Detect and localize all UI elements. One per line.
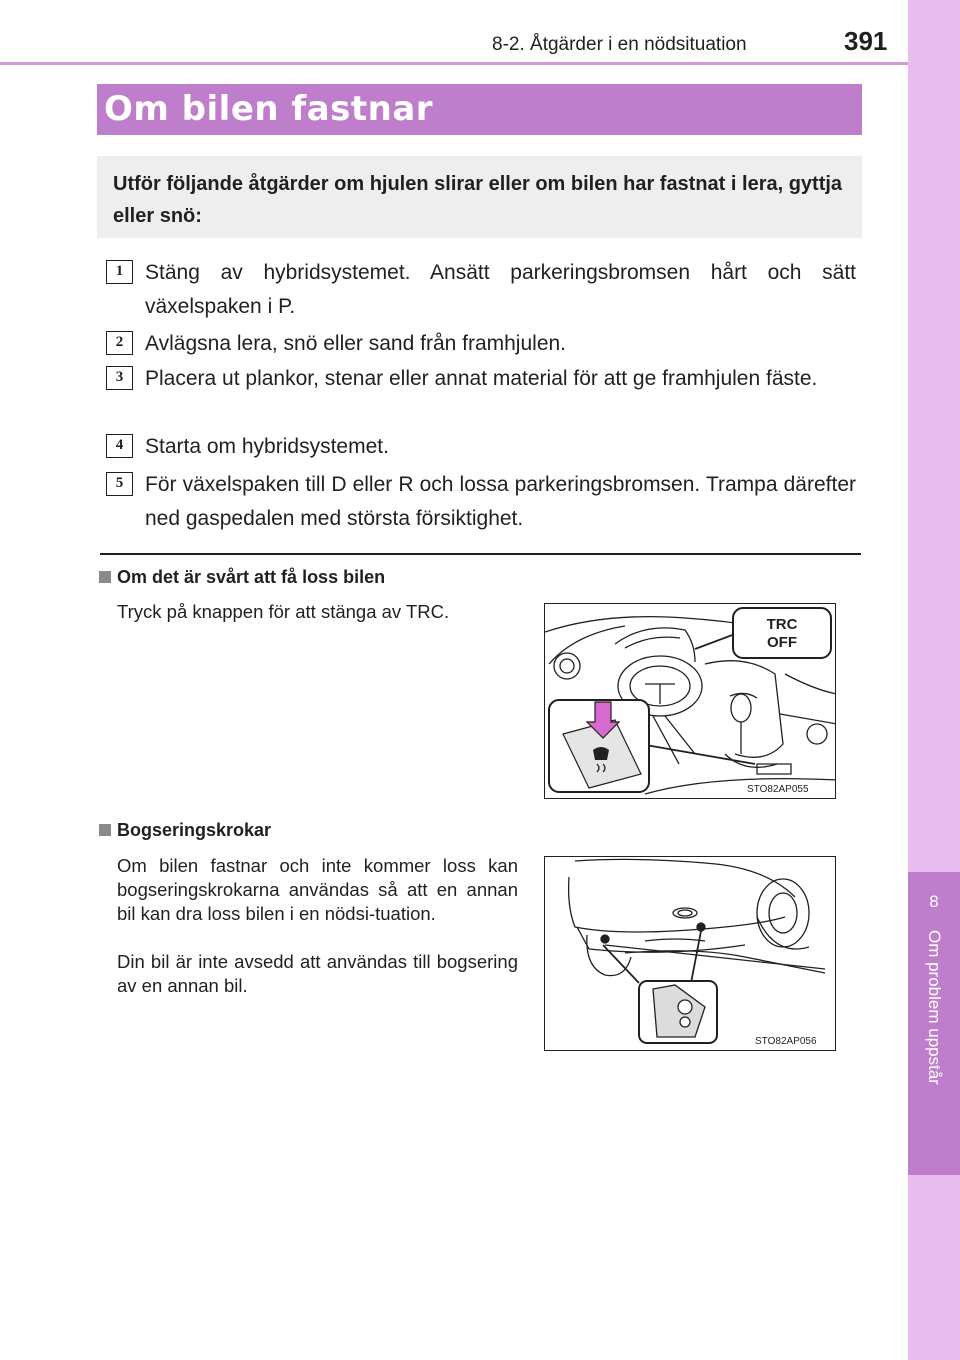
step-number-2: 2 — [106, 331, 133, 355]
step-number-5: 5 — [106, 472, 133, 496]
intro-box: Utför följande åtgärder om hjulen slirar eller om bilen har fastnat i lera, gyttja eller snö: — [97, 156, 862, 238]
step-text-4: Starta om hybridsystemet. — [145, 435, 389, 458]
trc-callout-line2: OFF — [767, 634, 797, 651]
square-bullet-icon — [99, 824, 111, 836]
step-text-2: Avlägsna lera, snö eller sand från framhjulen. — [145, 332, 567, 355]
step-number-3: 3 — [106, 366, 133, 390]
step-number-4: 4 — [106, 434, 133, 458]
subsection-body-trc: Tryck på knappen för att stänga av TRC. — [117, 601, 450, 622]
subsection-body-tow-hooks-1: Om bilen fastnar och inte kommer loss kan bogseringskrokarna användas så att en annan bil kan dra loss bilen i en nödsi-tuation. — [117, 855, 518, 924]
figure-code-2: STO82AP056 — [755, 1036, 817, 1047]
page-title: Om bilen fastnar — [104, 89, 434, 129]
section-divider — [100, 553, 861, 555]
figure-towing-hooks — [544, 856, 836, 1051]
car-rear-illustration — [545, 857, 836, 1051]
subsection-heading-trc: Om det är svårt att få loss bilen — [99, 567, 385, 588]
dashboard-illustration — [545, 604, 836, 799]
header-divider — [0, 62, 908, 65]
page-number: 391 — [844, 26, 888, 56]
figure-trc-off-button — [544, 603, 836, 799]
step-number-1: 1 — [106, 260, 133, 284]
chapter-label: Om problem uppstår — [925, 930, 944, 1085]
subsection-body-tow-hooks-2: Din bil är inte avsedd att användas till bogsering av en annan bil. — [117, 951, 518, 996]
step-text-1: Stäng av hybridsystemet. Ansätt parkeringsbromsen hårt och sätt växelspaken i P. — [145, 261, 856, 318]
step-text-5: För växelspaken till D eller R och lossa parkeringsbromsen. Trampa därefter ned gaspedalen med största försiktighet. — [145, 473, 856, 530]
trc-callout-line1: TRC — [766, 616, 798, 633]
square-bullet-icon — [99, 571, 111, 583]
step-text-3: Placera ut plankor, stenar eller annat material för att ge framhjulen fäste. — [145, 367, 818, 390]
chapter-number: 8 — [929, 892, 939, 911]
subsection-heading-tow-hooks: Bogseringskrokar — [99, 820, 271, 841]
figure-code-1: STO82AP055 — [747, 784, 809, 795]
skid-icon — [593, 747, 609, 760]
section-header: 8-2. Åtgärder i en nödsituation — [492, 34, 747, 55]
